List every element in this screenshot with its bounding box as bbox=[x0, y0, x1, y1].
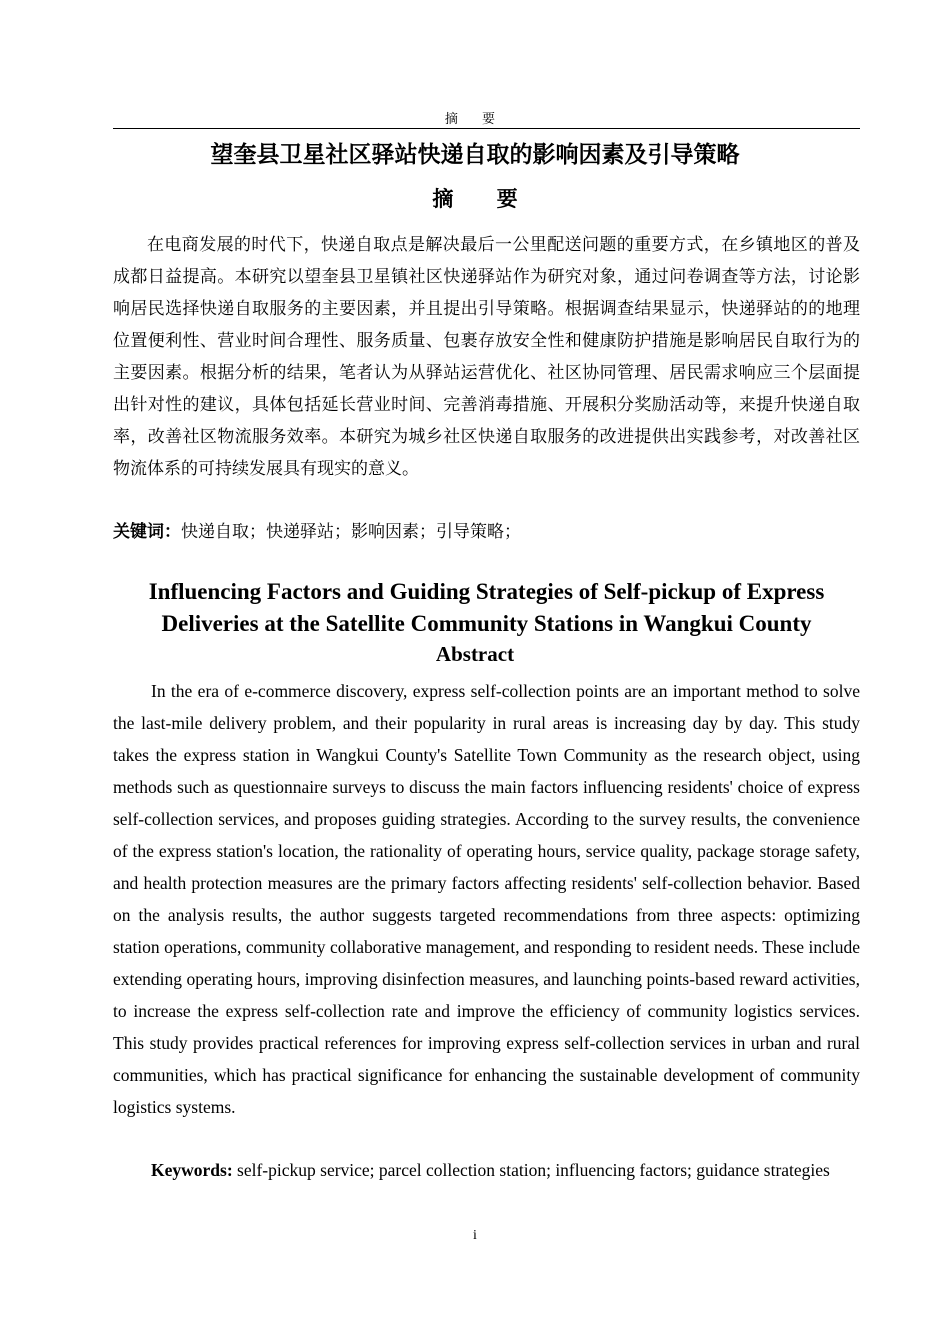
chinese-abstract-heading: 摘 要 bbox=[432, 187, 536, 211]
english-abstract-body: In the era of e-commerce discovery, express self-collection points are an important method to solve the last-mile delivery problem, and their popularity in rural areas is increasing day by day. This study takes the express station in Wangkui County's Satellite Town Community as the research object, using methods such as questionnaire surveys to discuss the main factors influencing residents' choice of express self-collection services, and proposes guiding strategies. According to the survey results, the convenience of the express station's location, the rationality of operating hours, service quality, package storage safety, and health protection measures are the primary factors affecting residents' self-collection behavior. Based on the analysis results, the author suggests targeted recommendations from three aspects: optimizing station operations, community collaborative management, and responding to resident needs. These include extending operating hours, improving disinfection measures, and launching points-based reward activities, to increase the express self-collection rate and improve the efficiency of community logistics services. This study provides practical references for improving express self-collection services in urban and rural communities, which has practical significance for enhancing the sustainable development of community logistics systems. bbox=[113, 681, 860, 1117]
chinese-abstract-body: 在电商发展的时代下，快递自取点是解决最后一公里配送问题的重要方式，在乡镇地区的普及成都日益提高。本研究以望奎县卫星镇社区快递驿站作为研究对象，通过问卷调查等方法，讨论影响居民选择快递自取服务的主要因素，并且提出引导策略。根据调查结果显示，快递驿站的的地理位置便利性、营业时间合理性、服务质量、包裹存放安全性和健康防护措施是影响居民自取行为的主要因素。根据分析的结果，笔者认为从驿站运营优化、社区协同管理、居民需求响应三个层面提出针对性的建议，具体包括延长营业时间、完善消毒措施、开展积分奖励活动等，来提升快递自取率，改善社区物流服务效率。本研究为城乡社区快递自取服务的改进提供出实践参考，对改善社区物流体系的可持续发展具有现实的意义。 bbox=[113, 235, 860, 479]
english-keywords bbox=[113, 1154, 860, 1186]
header-rule bbox=[113, 128, 860, 129]
english-abstract-heading: Abstract bbox=[435, 642, 515, 666]
chinese-keywords-label: 关键词： bbox=[113, 522, 181, 542]
english-title: Influencing Factors and Guiding Strategies of Self-pickup of Express Deliveries at the Satellite Community Stations in Wangkui County bbox=[148, 579, 825, 636]
english-keywords-label: Keywords: bbox=[151, 1160, 233, 1180]
chinese-keywords bbox=[113, 516, 860, 548]
running-header: 摘 要 bbox=[444, 112, 506, 127]
english-keywords-text: self-pickup service; parcel collection station; influencing factors; guidance strategies bbox=[232, 1160, 830, 1180]
chinese-keywords-text: 快递自取；快递驿站；影响因素；引导策略； bbox=[181, 522, 521, 542]
page-number: i bbox=[473, 1228, 477, 1243]
chinese-title: 望奎县卫星社区驿站快递自取的影响因素及引导策略 bbox=[210, 142, 740, 168]
